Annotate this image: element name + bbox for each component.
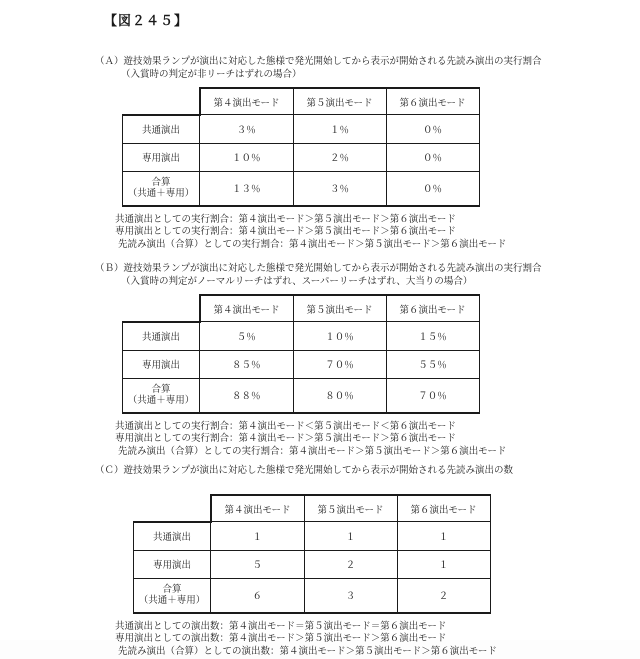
table-b-corner-cell (123, 295, 200, 322)
section-b-notes (115, 421, 595, 459)
table-cell: ５５％ (386, 350, 479, 378)
section-a-subheading: （入賞時の判定が非リーチはずれの場合） (121, 69, 302, 80)
table-cell: ８８％ (200, 378, 294, 413)
note-line: 先読み演出（合算）としての実行割合：第４演出モード＞第５演出モード＞第６演出モード (118, 239, 507, 251)
row-label: 専用演出 (123, 350, 200, 378)
section-c-heading: （Ｃ）遊技効果ランプが演出に対応した態様で発光開始してから表示が開始される先読み演出の数 (95, 465, 514, 476)
section-b-heading: （Ｂ）遊技効果ランプが演出に対応した態様で発光開始してから表示が開始される先読み演出の実行割合 (95, 263, 542, 274)
table-b (122, 294, 480, 414)
table-cell: ２ (304, 550, 397, 578)
section-c (95, 464, 595, 659)
table-cell: ３ (304, 578, 397, 613)
section-a-notes (115, 214, 595, 252)
table-cell: ６ (211, 578, 305, 613)
section-a-heading: （Ａ）遊技効果ランプが演出に対応した態様で発光開始してから表示が開始される先読み演出の実行割合 (95, 56, 542, 67)
table-cell: ８５％ (200, 350, 294, 378)
table-row (134, 522, 491, 551)
table-row (134, 578, 491, 613)
table-row (134, 550, 491, 578)
note-line: 共通演出としての演出数：第４演出モード＝第５演出モード＝第６演出モード (115, 620, 447, 632)
table-cell: ０％ (386, 143, 479, 171)
table-cell: １ (397, 522, 490, 551)
table-row (123, 171, 480, 206)
table-cell: ５ (211, 550, 305, 578)
row-label: 専用演出 (123, 143, 200, 171)
table-cell: ７０％ (293, 350, 386, 378)
row-label: 共通演出 (123, 115, 200, 144)
row-label: 合算 （共通＋専用） (123, 171, 200, 206)
table-cell: １ (304, 522, 397, 551)
table-cell: ３％ (293, 171, 386, 206)
row-label: 専用演出 (134, 550, 211, 578)
note-line: 先読み演出（合算）としての実行割合：第４演出モード＞第５演出モード＞第６演出モード (118, 446, 507, 458)
table-a-corner-cell (123, 88, 200, 115)
table-row (123, 350, 480, 378)
table-cell: １ (397, 550, 490, 578)
column-header: 第５演出モード (304, 495, 397, 522)
column-header: 第５演出モード (293, 88, 386, 115)
table-cell: １ (211, 522, 305, 551)
table-a (122, 87, 480, 207)
row-label: 合算 （共通＋専用） (123, 378, 200, 413)
note-line: 共通演出としての実行割合：第４演出モード＜第５演出モード＜第６演出モード (115, 420, 456, 432)
table-c-corner-cell (134, 495, 211, 522)
figure-title: 【図２４５】 (104, 13, 189, 28)
row-label: 合算 （共通＋専用） (134, 578, 211, 613)
note-line: 専用演出としての実行割合：第４演出モード＞第５演出モード＞第６演出モード (115, 433, 456, 445)
table-cell: ７０％ (386, 378, 479, 413)
section-a (95, 55, 595, 252)
table-cell: １０％ (200, 143, 294, 171)
table-cell: １０％ (293, 322, 386, 351)
table-row (123, 143, 480, 171)
section-b (95, 262, 595, 459)
note-line: 共通演出としての実行割合：第４演出モード＞第５演出モード＞第６演出モード (115, 213, 456, 225)
table-cell: ５％ (200, 322, 294, 351)
column-header: 第４演出モード (211, 495, 305, 522)
table-cell: １％ (293, 115, 386, 144)
table-c (133, 494, 491, 614)
table-cell: ８０％ (293, 378, 386, 413)
row-label: 共通演出 (123, 322, 200, 351)
table-cell: ２ (397, 578, 490, 613)
table-cell: ０％ (386, 171, 479, 206)
table-cell: １５％ (386, 322, 479, 351)
table-cell: ０％ (386, 115, 479, 144)
column-header: 第６演出モード (386, 295, 479, 322)
column-header: 第４演出モード (200, 88, 294, 115)
table-row (123, 115, 480, 144)
table-row (123, 322, 480, 351)
note-line: 先読み演出（合算）としての演出数：第４演出モード＞第５演出モード＞第６演出モード (118, 646, 497, 658)
note-line: 専用演出としての演出数：第４演出モード＞第５演出モード＞第６演出モード (115, 633, 447, 645)
table-cell: ２％ (293, 143, 386, 171)
table-row (123, 378, 480, 413)
table-cell: １３％ (200, 171, 294, 206)
section-b-subheading: （入賞時の判定がノーマルリーチはずれ、スーパーリーチはずれ、大当りの場合） (121, 276, 473, 287)
row-label: 共通演出 (134, 522, 211, 551)
column-header: 第４演出モード (200, 295, 294, 322)
table-cell: ３％ (200, 115, 294, 144)
column-header: 第５演出モード (293, 295, 386, 322)
column-header: 第６演出モード (397, 495, 490, 522)
column-header: 第６演出モード (386, 88, 479, 115)
note-line: 専用演出としての実行割合：第４演出モード＞第５演出モード＞第６演出モード (115, 226, 456, 238)
